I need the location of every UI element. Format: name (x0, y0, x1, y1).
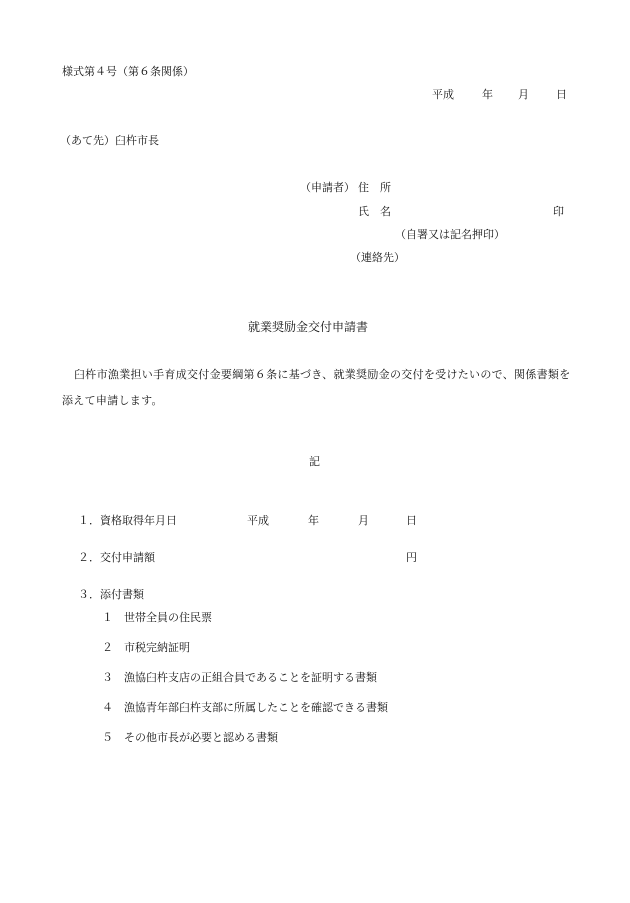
signature-note: （自署又は記名押印） (395, 228, 505, 241)
seal-mark: 印 (553, 205, 564, 218)
item-1-day: 日 (406, 514, 417, 527)
attachment-item: ３ 漁協臼杵支店の正組合員であることを証明する書類 (102, 671, 377, 684)
address-label: 住 所 (358, 181, 391, 194)
document-title: 就業奨励金交付申請書 (248, 320, 369, 334)
form-number: 様式第４号（第６条関係） (62, 65, 194, 78)
name-label: 氏 名 (358, 205, 391, 218)
applicant-label: （申請者） (300, 181, 355, 194)
item-2-label: 交付申請額 (100, 551, 155, 564)
item-3-label: 添付書類 (100, 588, 144, 601)
item-2-number: ２． (78, 551, 100, 564)
attachment-item: ２ 市税完納証明 (102, 641, 190, 654)
item-1-number: １． (78, 514, 100, 527)
contact-label: （連絡先） (350, 251, 405, 264)
item-1-month: 月 (358, 514, 369, 527)
date-year: 年 (482, 88, 493, 101)
item-3-number: ３． (78, 588, 100, 601)
body-text: 臼杵市漁業担い手育成交付金要綱第６条に基づき、就業奨励金の交付を受けたいので、関係書類を添えて申請します。 (62, 368, 571, 407)
item-2-unit: 円 (406, 551, 417, 564)
addressee: （あて先）臼杵市長 (60, 134, 159, 147)
item-1-label: 資格取得年月日 (100, 514, 177, 527)
attachment-item: ５ その他市長が必要と認める書類 (102, 731, 278, 744)
attachment-item: １ 世帯全員の住民票 (102, 611, 212, 624)
item-1-era: 平成 (247, 514, 269, 527)
item-1-year: 年 (308, 514, 319, 527)
date-era: 平成 (432, 88, 454, 101)
date-month: 月 (518, 88, 529, 101)
ki-heading: 記 (309, 455, 320, 468)
date-day: 日 (556, 88, 567, 101)
attachment-item: ４ 漁協青年部臼杵支部に所属したことを確認できる書類 (102, 701, 388, 714)
